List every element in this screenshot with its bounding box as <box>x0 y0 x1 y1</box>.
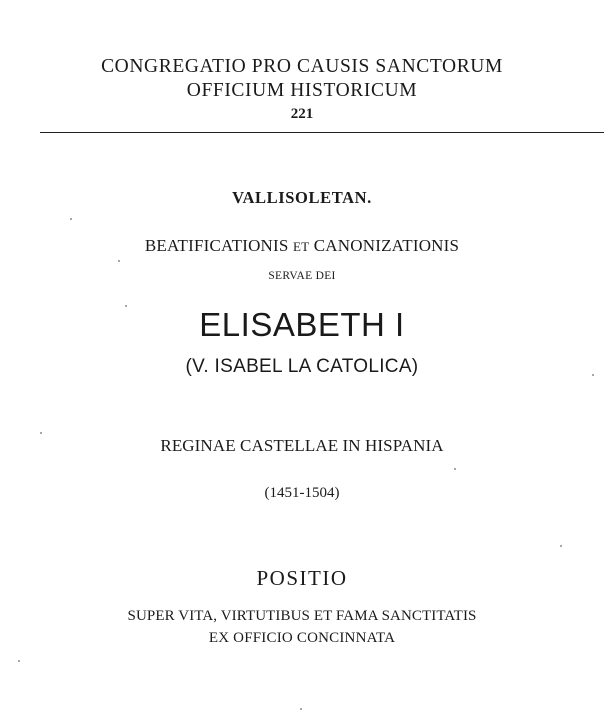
positio-heading: POSITIO <box>256 566 348 590</box>
positio-subtitle-second: EX OFFICIO CONCINNATA <box>208 630 396 646</box>
scan-speck <box>40 432 42 434</box>
scan-speck <box>125 305 127 307</box>
scan-speck <box>70 218 72 220</box>
scan-speck <box>300 708 302 710</box>
servant-title: REGINAE CASTELLAE IN HISPANIA <box>160 436 444 455</box>
cause-type <box>0 236 604 256</box>
diocese-name: VALLISOLETAN. <box>232 188 372 207</box>
scan-speck <box>560 545 562 547</box>
scan-speck <box>454 468 456 470</box>
servant-name: ELISABETH I <box>199 306 405 343</box>
positio-subtitle: SUPER VITA, VIRTUTIBUS ET FAMA SANCTITATIS <box>127 608 477 624</box>
servant-of-god-label: SERVAE DEI <box>268 270 336 282</box>
servant-alias: (V. ISABEL LA CATOLICA) <box>185 356 419 377</box>
header-divider <box>40 132 604 133</box>
scan-speck <box>592 374 594 376</box>
canonization-word: CANONIZATIONIS <box>313 236 460 255</box>
conjunction-et: ET <box>293 239 310 254</box>
office-title: OFFICIUM HISTORICUM <box>186 80 418 101</box>
volume-number: 221 <box>290 106 314 122</box>
beatification-word: BEATIFICATIONIS <box>144 236 289 255</box>
congregation-title: CONGREGATIO PRO CAUSIS SANCTORUM <box>101 56 503 77</box>
scan-speck <box>18 660 20 662</box>
scan-speck <box>118 260 120 262</box>
life-dates: (1451-1504) <box>264 485 340 501</box>
